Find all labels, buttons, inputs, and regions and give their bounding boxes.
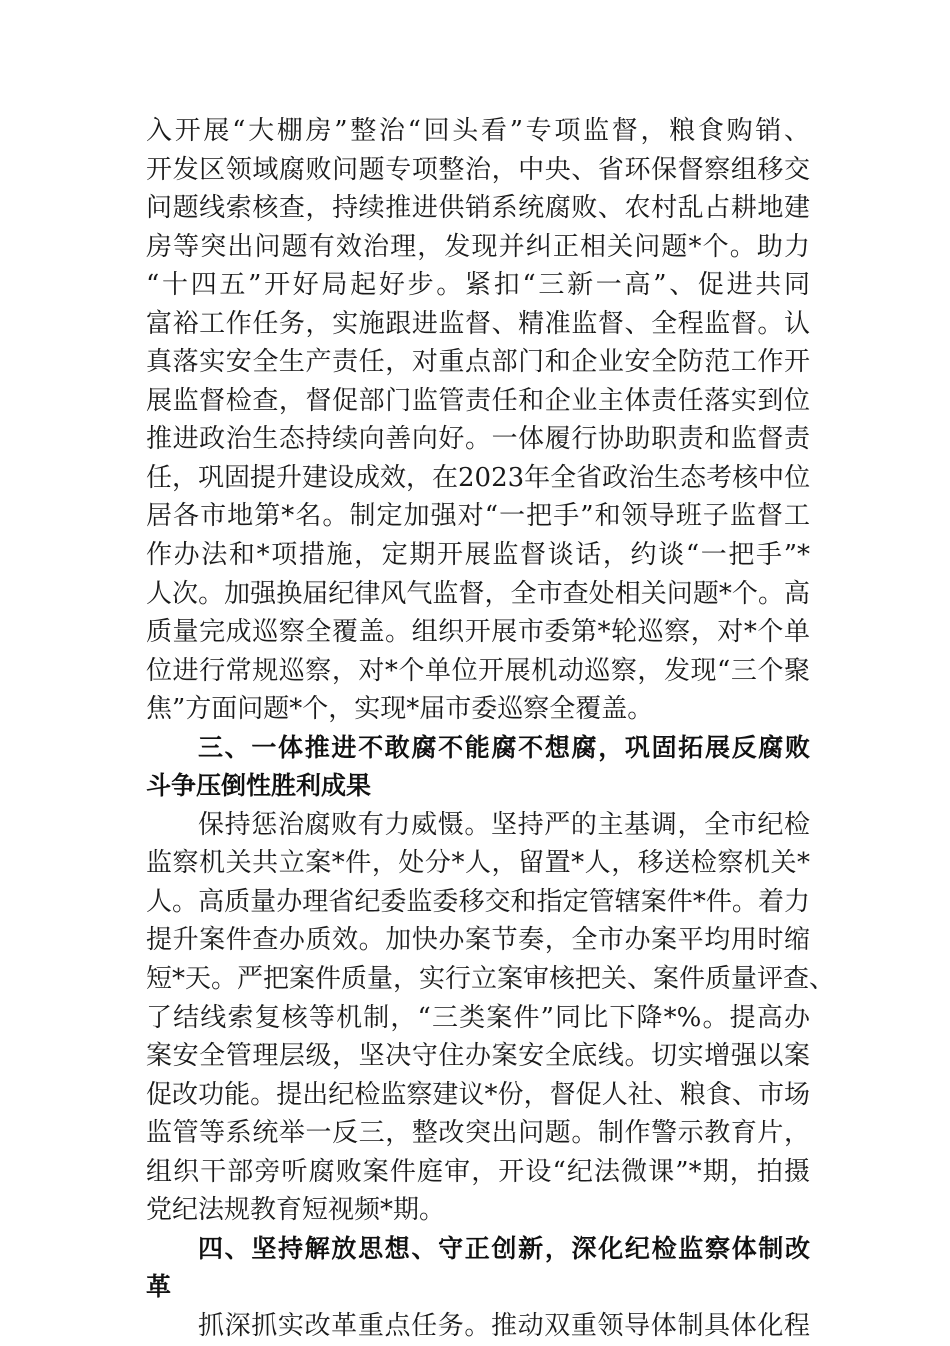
body-line: 真落实安全生产责任，对重点部门和企业安全防范工作开 <box>146 347 810 378</box>
body-line: 焦”方面问题*个，实现*届市委巡察全覆盖。 <box>146 694 654 725</box>
body-line: 人次。加强换届纪律风气监督，全市查处相关问题*个。高 <box>146 578 810 609</box>
document-body <box>146 112 836 1346</box>
body-line: 监管等系统举一反三，整改突出问题。制作警示教育片， <box>146 1118 810 1149</box>
body-line: 作办法和*项措施，定期开展监督谈话，约谈“一把手”* <box>146 540 810 571</box>
body-line: 展监督检查，督促部门监管责任和企业主体责任落实到位 <box>146 385 810 416</box>
body-line: 人。高质量办理省纪委监委移交和指定管辖案件*件。着力 <box>146 886 810 917</box>
body-line: 组织干部旁听腐败案件庭审，开设“纪法微课”*期，拍摄 <box>146 1156 810 1187</box>
body-line: 案安全管理层级，坚决守住办案安全底线。切实增强以案 <box>146 1041 810 1072</box>
section-heading-4-cont: 革 <box>146 1272 172 1302</box>
body-line: 房等突出问题有效治理，发现并纠正相关问题*个。助力 <box>146 231 810 262</box>
section-heading-3: 三、一体推进不敢腐不能腐不想腐，巩固拓展反腐败 <box>198 732 810 762</box>
body-line: 监察机关共立案*件，处分*人，留置*人，移送检察机关* <box>146 848 810 879</box>
body-line: 了结线索复核等机制，“三类案件”同比下降*%。提高办 <box>146 1002 810 1033</box>
body-line: 问题线索核查，持续推进供销系统腐败、农村乱占耕地建 <box>146 193 810 224</box>
body-line: 质量完成巡察全覆盖。组织开展市委第*轮巡察，对*个单 <box>146 617 810 648</box>
paragraph-first-line: 保持惩治腐败有力威慑。坚持严的主基调，全市纪检 <box>198 809 810 840</box>
body-line: 开发区领域腐败问题专项整治，中央、省环保督察组移交 <box>146 154 810 185</box>
body-line: 入开展“大棚房”整治“回头看”专项监督，粮食购销、 <box>146 116 810 146</box>
section-heading-3-cont: 斗争压倒性胜利成果 <box>146 771 372 801</box>
body-line: 提升案件查办质效。加快办案节奏，全市办案平均用时缩 <box>146 925 810 956</box>
body-line: 短*天。严把案件质量，实行立案审核把关、案件质量评查、 <box>146 964 836 995</box>
body-line: 促改功能。提出纪检监察建议*份，督促人社、粮食、市场 <box>146 1079 810 1110</box>
body-line: 任，巩固提升建设成效，在2023年全省政治生态考核中位 <box>146 462 811 493</box>
body-line: 推进政治生态持续向善向好。一体履行协助职责和监督责 <box>146 424 810 455</box>
paragraph-first-line: 抓深抓实改革重点任务。推动双重领导体制具体化程 <box>198 1310 810 1341</box>
section-heading-4: 四、坚持解放思想、守正创新，深化纪检监察体制改 <box>198 1233 810 1263</box>
body-line: 位进行常规巡察，对*个单位开展机动巡察，发现“三个聚 <box>146 655 810 686</box>
body-line: “十四五”开好局起好步。紧扣“三新一高”、促进共同 <box>146 270 810 301</box>
body-line: 党纪法规教育短视频*期。 <box>146 1195 446 1226</box>
body-line: 居各市地第*名。制定加强对“一把手”和领导班子监督工 <box>146 501 810 532</box>
body-line: 富裕工作任务，实施跟进监督、精准监督、全程监督。认 <box>146 308 810 339</box>
